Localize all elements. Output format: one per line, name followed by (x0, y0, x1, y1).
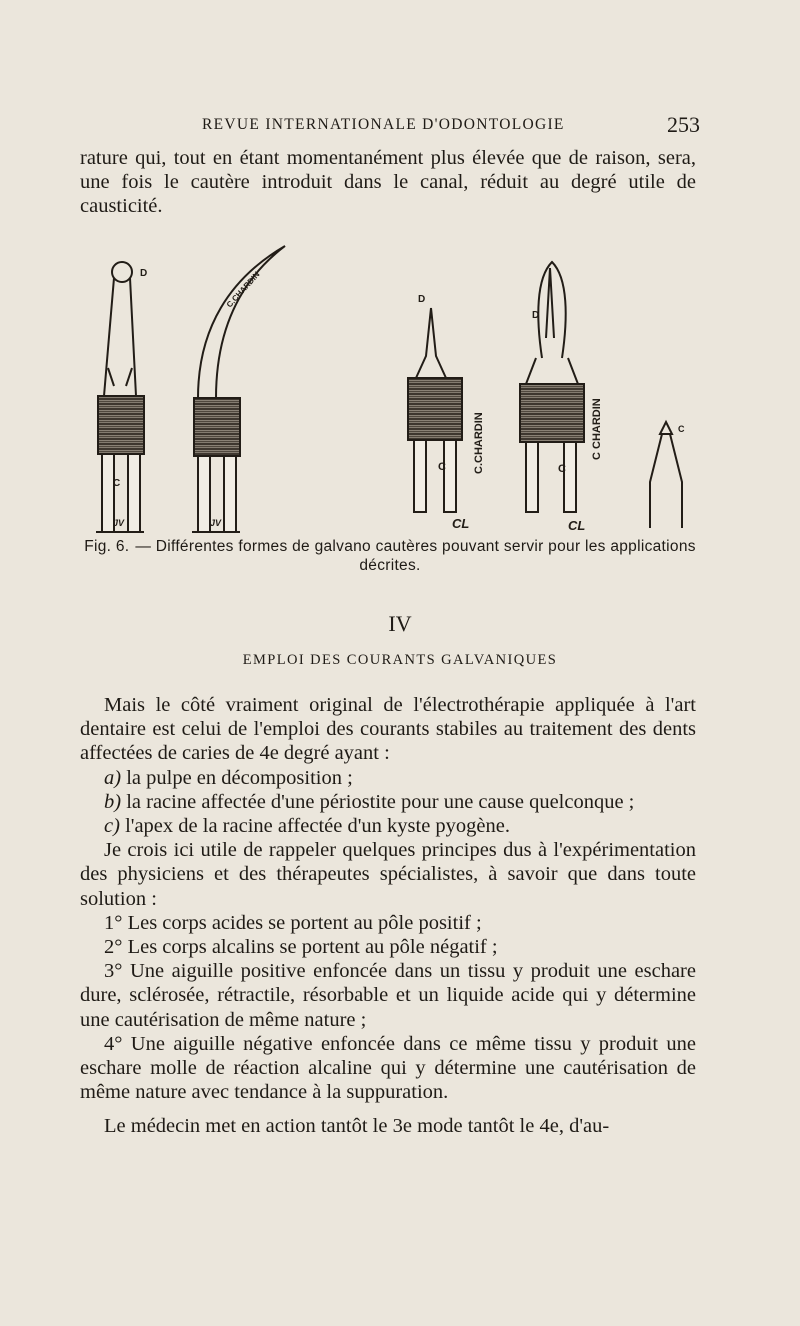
list-item-a (80, 766, 696, 790)
intro-paragraph: rature qui, tout en étant momentanément plus élevée que de raison, sera, une fois le cautère introduit dans le canal, réduit au degré utile de causticité. (80, 147, 696, 218)
letter-c-2: C (438, 461, 446, 473)
monogram-4: CL (568, 518, 586, 533)
section-heading: EMPLOI DES COURANTS GALVANIQUES (242, 652, 558, 668)
letter-d-3: D (532, 310, 540, 321)
maker-mark-1: C.CHARDIN (224, 269, 262, 310)
running-title: REVUE INTERNATIONALE D'ODONTOLOGIE (202, 116, 565, 133)
principle-1: 1° Les corps acides se portent au pôle positif ; (104, 911, 482, 934)
principle-2: 2° Les corps alcalins se portent au pôle négatif ; (104, 936, 498, 959)
running-head (80, 114, 700, 140)
list-item-b (80, 790, 696, 814)
body-paragraph-3: Le médecin met en action tantôt le 3e mode tantôt le 4e, d'au- (104, 1115, 610, 1138)
monogram-3: CL (452, 516, 470, 531)
letter-c-3: C (558, 463, 566, 475)
body-paragraph-2: Je crois ici utile de rappeler quelques principes dus à l'expérimentation des physiciens et des thérapeutes spécialistes, à savoir que dans toute solution : (80, 839, 696, 910)
figure-caption (80, 537, 700, 575)
list-item-c (80, 814, 696, 838)
list-letter-c: c) (104, 815, 120, 838)
section-numeral: IV (388, 611, 412, 636)
principle-3: 3° Une aiguille positive enfoncée dans un tissu y produit une eschare dure, sclérosée, rétractile, résorbable et un liquide acide qui y détermine une cautérisation de même nature ; (80, 960, 696, 1031)
list-text-a: la pulpe en décomposition ; (126, 766, 353, 789)
list-text-c: l'apex de la racine affectée d'un kyste pyogène. (125, 815, 510, 838)
figure-caption-text: — Différentes formes de galvano cautères pouvant servir pour les applications décrites. (135, 538, 696, 574)
list-letter-a: a) (104, 766, 122, 789)
letter-c-1: C (113, 478, 121, 489)
intro-text (80, 146, 696, 219)
instrument-small-point (650, 422, 682, 528)
list-letter-b: b) (104, 790, 122, 813)
monogram-2: JV (210, 518, 222, 528)
principle-4: 4° Une aiguille négative enfoncée dans ce même tissu y produit une eschare molle de réaction alcaline qui y détermine une cautérisation de même nature avec tendance à la suppuration. (80, 1032, 696, 1104)
instrument-straight-point (408, 308, 462, 512)
list-text-b: la racine affectée d'une périostite pour une cause quelconque ; (126, 790, 635, 813)
figure-label: Fig. 6. (84, 538, 130, 555)
maker-mark-3: C CHARDIN (591, 398, 603, 460)
maker-mark-2: C.CHARDIN (473, 412, 485, 474)
instrument-flat-blade (520, 262, 584, 512)
engraving-illustration (80, 238, 700, 538)
body-text (80, 693, 696, 1139)
page-number: 253 (667, 112, 700, 137)
instrument-loop-cautery (96, 262, 144, 532)
letter-d-1: D (140, 268, 148, 279)
letter-c-4: C (678, 424, 685, 434)
monogram-1: JV (113, 518, 125, 528)
letter-d-2: D (418, 294, 426, 305)
figure-galvano-cauteres (80, 238, 700, 538)
body-paragraph-1: Mais le côté vraiment original de l'électrothérapie appliquée à l'art dentaire est celui de l'emploi des courants stabiles au traitement des dents affectées de caries de 4e degré ayant : (80, 694, 696, 765)
